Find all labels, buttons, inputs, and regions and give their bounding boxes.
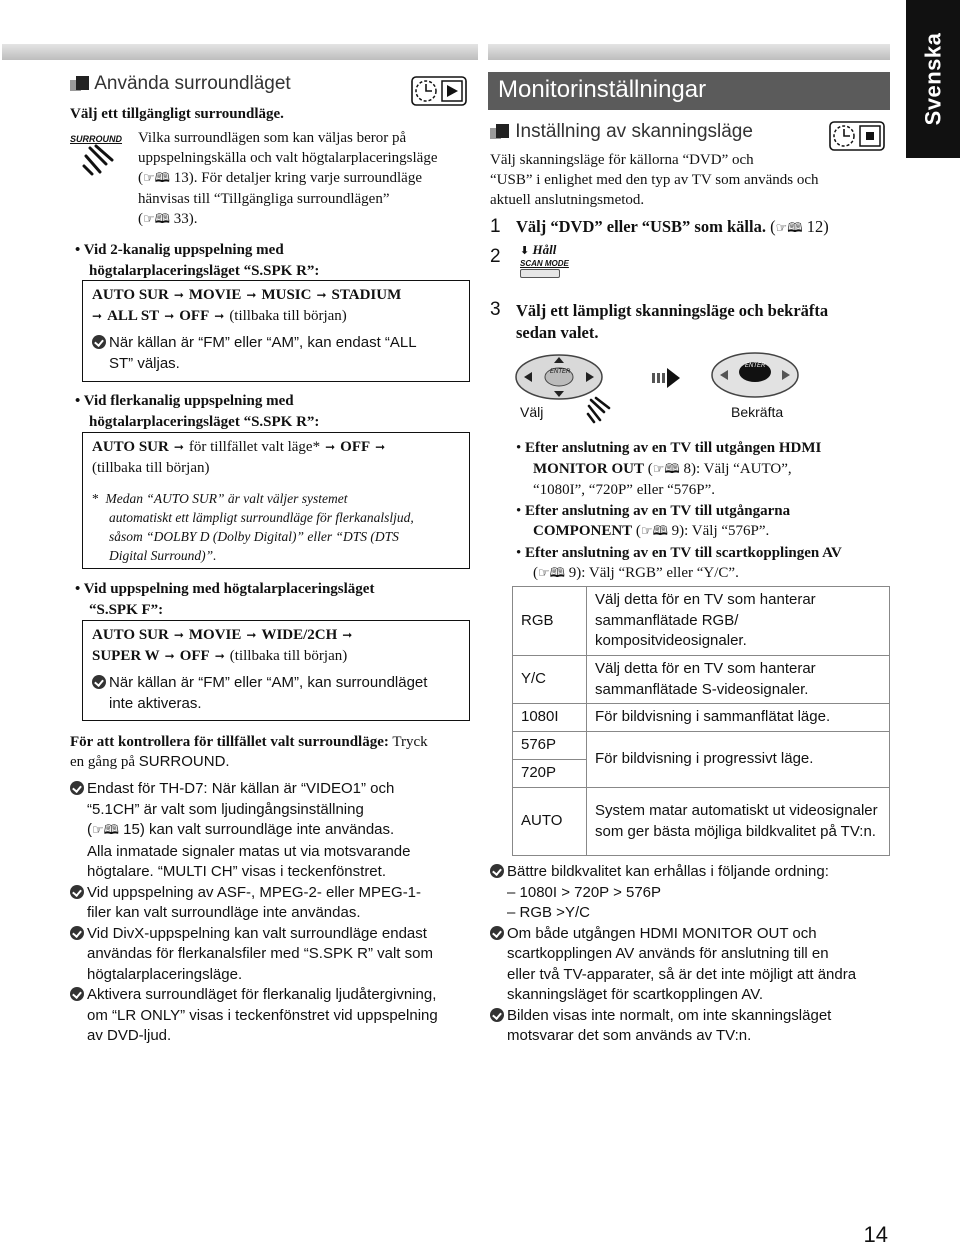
book-reference-icon: ☞🕮: [538, 566, 565, 581]
table-row: [513, 788, 890, 856]
arrow-icon: ➞: [316, 288, 327, 302]
transition-arrow-icon: [652, 368, 682, 388]
note-text: När källan är “FM” eller “AM”, kan endast “ALL: [109, 334, 417, 351]
arrow-icon: ➞: [246, 288, 257, 302]
note-text: användas för flerkanalsfiler med “S.SPK R” valt som: [87, 945, 433, 962]
note-item: [490, 862, 890, 924]
table-row: [513, 704, 890, 732]
surround-button-icon: [70, 134, 130, 184]
table-desc: Välj detta för en TV som hanterar sammanflätade S-videosignaler.: [587, 656, 890, 704]
table-desc: Välj detta för en TV som hanterar sammanflätade RGB/ kompositvideosignaler.: [587, 587, 890, 656]
bullet-component: • Efter anslutning av en TV till utgångarna COMPONENT (☞🕮 9): Välj “576P”.: [516, 502, 791, 539]
mode-label: MUSIC: [261, 287, 312, 303]
step-number: 1: [490, 216, 501, 237]
bullet-text: Vid 2-kanalig uppspelning med: [83, 242, 284, 258]
bullet-multich: • Vid flerkanalig uppspelning med högtalarplaceringsläget “S.SPK R”:: [75, 391, 319, 433]
cursor-pad-select-icon: [514, 352, 604, 402]
enter-label: ENTER: [745, 363, 766, 369]
left-heading-text: Använda surroundläget: [94, 73, 291, 94]
footnote-text: såsom “DOLBY D (Dolby Digital)” eller “DTS (DTS: [109, 529, 399, 544]
section-marker-icon: [70, 76, 90, 92]
bullet-text: Vid flerkanalig uppspelning med: [83, 393, 294, 409]
box-note: [92, 333, 464, 374]
remote-clock-stop-icon: [829, 121, 885, 151]
bullet-text: Efter anslutning av en TV till scartkopplingen AV: [525, 544, 842, 561]
note-text: filer kan valt surroundläge inte användas.: [87, 904, 361, 921]
note-check-icon: [70, 781, 84, 795]
left-notes: [70, 779, 470, 1047]
intro-line: 13). För detaljer kring varje surroundläge: [173, 170, 422, 186]
table-row: [513, 732, 890, 760]
table-key: Y/C: [513, 656, 587, 704]
note-text: om “LR ONLY” visas i teckenfönstret vid uppspelning: [87, 1006, 438, 1024]
intro-line: uppspelningskälla och valt högtalarplaceringsläge: [138, 150, 438, 166]
left-section-heading: [70, 73, 291, 95]
back-to-start: (tillbaka till början): [229, 308, 347, 324]
mode-label: AUTO SUR: [92, 287, 169, 303]
note-text: högtalarplaceringsläge.: [87, 965, 243, 983]
note-text: Aktivera surroundläget för flerkanalig ljudåtergivning,: [87, 986, 437, 1003]
step-text: Välj “DVD” eller “USB” som källa.: [516, 217, 766, 236]
intro-line: Välj skanningsläge för källorna “DVD” och: [490, 152, 754, 168]
bullet-text: 8): Välj “AUTO”,: [683, 460, 792, 477]
bullet-text: 9): Välj “576P”.: [671, 523, 770, 539]
note-check-icon: [70, 926, 84, 940]
mode-label: ALL ST: [107, 308, 160, 324]
note-item: Endast för TH-D7: När källan är “VIDEO1” och “5.1CH” är valt som ljudingångsinställning (☞🕮 15) kan valt surroundläge inte användas. Alla inmatade signaler matas ut via motsvarande högtalare. “MULTI CH” visas i teckenfönstret.: [70, 779, 470, 883]
arrow-icon: ➞: [375, 440, 386, 454]
note-check-icon: [70, 885, 84, 899]
note-text: Bilden visas inte normalt, om inte skanningsläget: [507, 1006, 832, 1024]
table-key: AUTO: [513, 788, 587, 856]
note-item: [70, 924, 470, 986]
surround-key: SURROUND.: [138, 753, 230, 770]
arrow-icon: ➞: [173, 628, 184, 642]
book-reference-icon: ☞🕮: [143, 171, 170, 186]
note-text: Vid DivX-uppspelning kan valt surroundläge endast: [87, 924, 427, 942]
intro-line-ref: (☞🕮 33).: [138, 211, 198, 227]
footnote-text: Digital Surround)”.: [109, 548, 217, 563]
note-text: – RGB >Y/C: [507, 904, 590, 921]
note-text: motsvarar det som används av TV:n.: [507, 1027, 752, 1044]
bullet-text: “S.SPK F”:: [89, 602, 164, 618]
scan-mode-hold-button: [520, 242, 590, 282]
mode-sequence-box-spk-f: [82, 620, 470, 721]
sequence-lines: [92, 625, 357, 667]
language-tab: [906, 0, 960, 158]
intro-line: “USB” i enlighet med den typ av TV som används och: [490, 172, 819, 188]
table-key: 576P: [513, 732, 587, 760]
arrow-icon: ➞: [246, 628, 257, 642]
mode-sequence-box-2ch: [82, 280, 470, 382]
note-text: eller två TV-apparater, så är det inte möjligt att ändra: [507, 965, 857, 983]
step-1: Välj “DVD” eller “USB” som källa. (☞🕮 12): [516, 217, 829, 236]
back-to-start: (tillbaka till början): [92, 460, 210, 476]
bullet-text: högtalarplaceringsläget “S.SPK R”:: [89, 414, 320, 430]
arrow-icon: ➞: [164, 309, 175, 323]
mode-label: STADIUM: [331, 287, 402, 303]
monitor-settings-title: Monitorinställningar: [488, 72, 890, 110]
right-section-heading: [490, 121, 753, 143]
footnote: [92, 489, 464, 565]
book-reference-icon: ☞🕮: [640, 524, 668, 539]
mode-label: MOVIE: [188, 287, 242, 303]
connection-bullets: [516, 438, 896, 585]
sequence-lines: [92, 437, 390, 479]
note-check-icon: [490, 864, 504, 878]
cursor-pad-confirm-icon: [710, 350, 800, 400]
note-item: [70, 883, 470, 924]
note-check-icon: [490, 926, 504, 940]
right-notes: [490, 862, 890, 1047]
mode-label: OFF: [179, 308, 210, 324]
table-key: 1080I: [513, 704, 587, 732]
check-text: en gång på: [70, 754, 139, 770]
table-row: [513, 587, 890, 656]
step-number: 2: [490, 246, 501, 267]
mode-sequence-box-multich: [82, 432, 470, 569]
intro-line: 33).: [173, 211, 198, 227]
book-reference-icon: ☞🕮: [652, 461, 680, 477]
note-text: Endast för TH-D7: När källan är “VIDEO1” och: [87, 780, 395, 797]
intro-line: hänvisas till “Tillgängliga surroundlägen”: [138, 191, 390, 207]
note-text: scartkopplingen AV används för anslutning till en: [507, 945, 829, 962]
note-text: skanningsläget för scartkopplingen AV.: [507, 986, 764, 1003]
bullet-hdmi: • Efter anslutning av en TV till utgången HDMI MONITOR OUT (☞🕮 8): Välj “AUTO”, “1080I”, “720P” eller “576P”.: [516, 438, 896, 501]
table-desc: För bildvisning i sammanflätat läge.: [587, 704, 890, 732]
bullet-text: högtalarplaceringsläget “S.SPK R”:: [89, 263, 320, 279]
hold-label: ⬇ Håll: [520, 242, 557, 257]
surround-logo-text: SURROUND: [70, 134, 123, 144]
step-number: 3: [490, 299, 501, 320]
footnote-text: Medan “AUTO SUR” är valt väljer systemet: [105, 491, 348, 506]
mode-label: AUTO SUR: [92, 627, 169, 643]
hand-press-icon: [82, 144, 122, 176]
right-intro: [490, 150, 890, 210]
step-ref: 12): [806, 217, 829, 236]
note-text: Vid uppspelning av ASF-, MPEG-2- eller MPEG-1-: [87, 883, 422, 901]
right-heading-text: Inställning av skanningsläge: [515, 121, 753, 142]
note-text: av DVD-ljud.: [87, 1027, 172, 1044]
note-text: högtalare. “MULTI CH” visas i teckenfönstret.: [87, 863, 386, 880]
back-to-start: (tillbaka till början): [229, 648, 348, 664]
bullet-text: Efter anslutning av en TV till utgången HDMI: [525, 440, 822, 456]
check-current-mode: [70, 732, 470, 772]
language-tab-label: Svenska: [920, 32, 946, 126]
bullet-text: Efter anslutning av en TV till utgångarna: [525, 502, 791, 519]
check-bold: För att kontrollera för tillfället valt surroundläge:: [70, 734, 389, 750]
table-row: [513, 656, 890, 704]
step-text: sedan valet.: [516, 323, 599, 342]
step-text: Välj ett lämpligt skanningsläge och bekräfta: [516, 301, 829, 320]
note-check-icon: [70, 987, 84, 1001]
left-intro-paragraph: [138, 128, 468, 230]
table-desc: För bildvisning i progressivt läge.: [587, 732, 890, 788]
note-check-icon: [490, 1008, 504, 1022]
mode-label: OFF: [179, 648, 210, 664]
header-bar-left: [2, 44, 478, 60]
arrow-icon: ➞: [92, 309, 103, 323]
table-key: 720P: [513, 760, 587, 788]
intro-line-ref: (☞🕮 13). För detaljer kring varje surroundläge: [138, 170, 422, 186]
bullet-spk-f: • Vid uppspelning med högtalarplaceringsläget “S.SPK F”:: [75, 579, 374, 621]
note-text: “5.1CH” är valt som ljudingångsinställning: [87, 800, 364, 818]
scan-mode-key-icon: [520, 269, 560, 278]
mode-label: WIDE/2CH: [261, 627, 338, 643]
arrow-icon: ➞: [214, 649, 225, 663]
confirm-label: Bekräfta: [731, 404, 784, 420]
mode-label: OFF: [340, 439, 371, 455]
note-text: När källan är “FM” eller “AM”, kan surroundläget: [109, 674, 428, 691]
check-text: Tryck: [388, 734, 428, 750]
intro-line: Vilka surroundlägen som kan väljas beror på: [138, 130, 407, 146]
note-text: 15) kan valt surroundläge inte användas.: [123, 821, 395, 838]
note-check-icon: [92, 675, 106, 689]
book-reference-icon: ☞🕮: [92, 823, 119, 838]
arrow-icon: ➞: [173, 440, 184, 454]
hold-text: Håll: [532, 242, 557, 257]
sequence-lines: [92, 285, 401, 327]
note-item: [490, 1006, 890, 1047]
select-label: Välj: [520, 404, 544, 420]
enter-label: ENTER: [550, 369, 571, 375]
page-number: 14: [863, 1222, 888, 1247]
mode-label: SUPER W: [92, 648, 160, 664]
bullet-bold: COMPONENT: [533, 523, 633, 539]
note-text: Alla inmatade signaler matas ut via motsvarande: [87, 842, 411, 860]
book-reference-icon: ☞🕮: [143, 212, 170, 227]
scan-mode-table: [512, 586, 890, 856]
bullet-text: “1080I”, “720P” eller “576P”.: [533, 482, 716, 498]
bullet-2ch: • Vid 2-kanalig uppspelning med högtalarplaceringsläget “S.SPK R”:: [75, 240, 319, 282]
table-desc: System matar automatiskt ut videosignaler som ger bästa möjliga bildkvalitet på TV:n.: [587, 788, 890, 856]
mode-label: MOVIE: [188, 627, 242, 643]
header-bar-right: [488, 44, 890, 60]
arrow-icon: ➞: [342, 628, 353, 642]
mode-label: AUTO SUR: [92, 439, 169, 455]
bullet-text: Vid uppspelning med högtalarplaceringsläget: [83, 581, 375, 597]
footnote-text: automatiskt ett lämpligt surroundläge för flerkanalsljud,: [109, 510, 414, 525]
mode-label: för tillfället valt läge*: [188, 439, 321, 455]
note-text: inte aktiveras.: [109, 694, 202, 712]
arrow-icon: ➞: [325, 440, 336, 454]
table-key: RGB: [513, 587, 587, 656]
note-text: Bättre bildkvalitet kan erhållas i följande ordning:: [507, 863, 829, 880]
note-text: ST” väljas.: [109, 354, 180, 372]
left-intro-bold: Välj ett tillgängligt surroundläge.: [70, 106, 284, 122]
bullet-scart: • Efter anslutning av en TV till scartkopplingen AV (☞🕮 9): Välj “RGB” eller “Y/C”.: [516, 544, 842, 581]
footnote-mark: *: [92, 491, 99, 506]
intro-line: aktuell anslutningsmetod.: [490, 192, 645, 208]
section-marker-icon: [490, 124, 510, 140]
remote-clock-icon: [411, 76, 467, 106]
scan-mode-label: SCAN MODE: [520, 259, 569, 268]
note-item: [490, 924, 890, 1006]
note-item: [70, 985, 470, 1047]
note-text: – 1080I > 720P > 576P: [507, 883, 662, 901]
arrow-icon: ➞: [164, 649, 175, 663]
note-text: Om både utgången HDMI MONITOR OUT och: [507, 924, 817, 942]
note-check-icon: [92, 335, 106, 349]
hand-press-icon: [586, 396, 614, 424]
step-3: [516, 300, 828, 344]
bullet-text: 9): Välj “RGB” eller “Y/C”.: [568, 565, 739, 581]
arrow-icon: ➞: [173, 288, 184, 302]
bullet-bold: MONITOR OUT: [533, 460, 644, 477]
box-note: [92, 673, 464, 714]
arrow-icon: ➞: [214, 309, 225, 323]
book-reference-icon: ☞🕮: [775, 221, 803, 236]
